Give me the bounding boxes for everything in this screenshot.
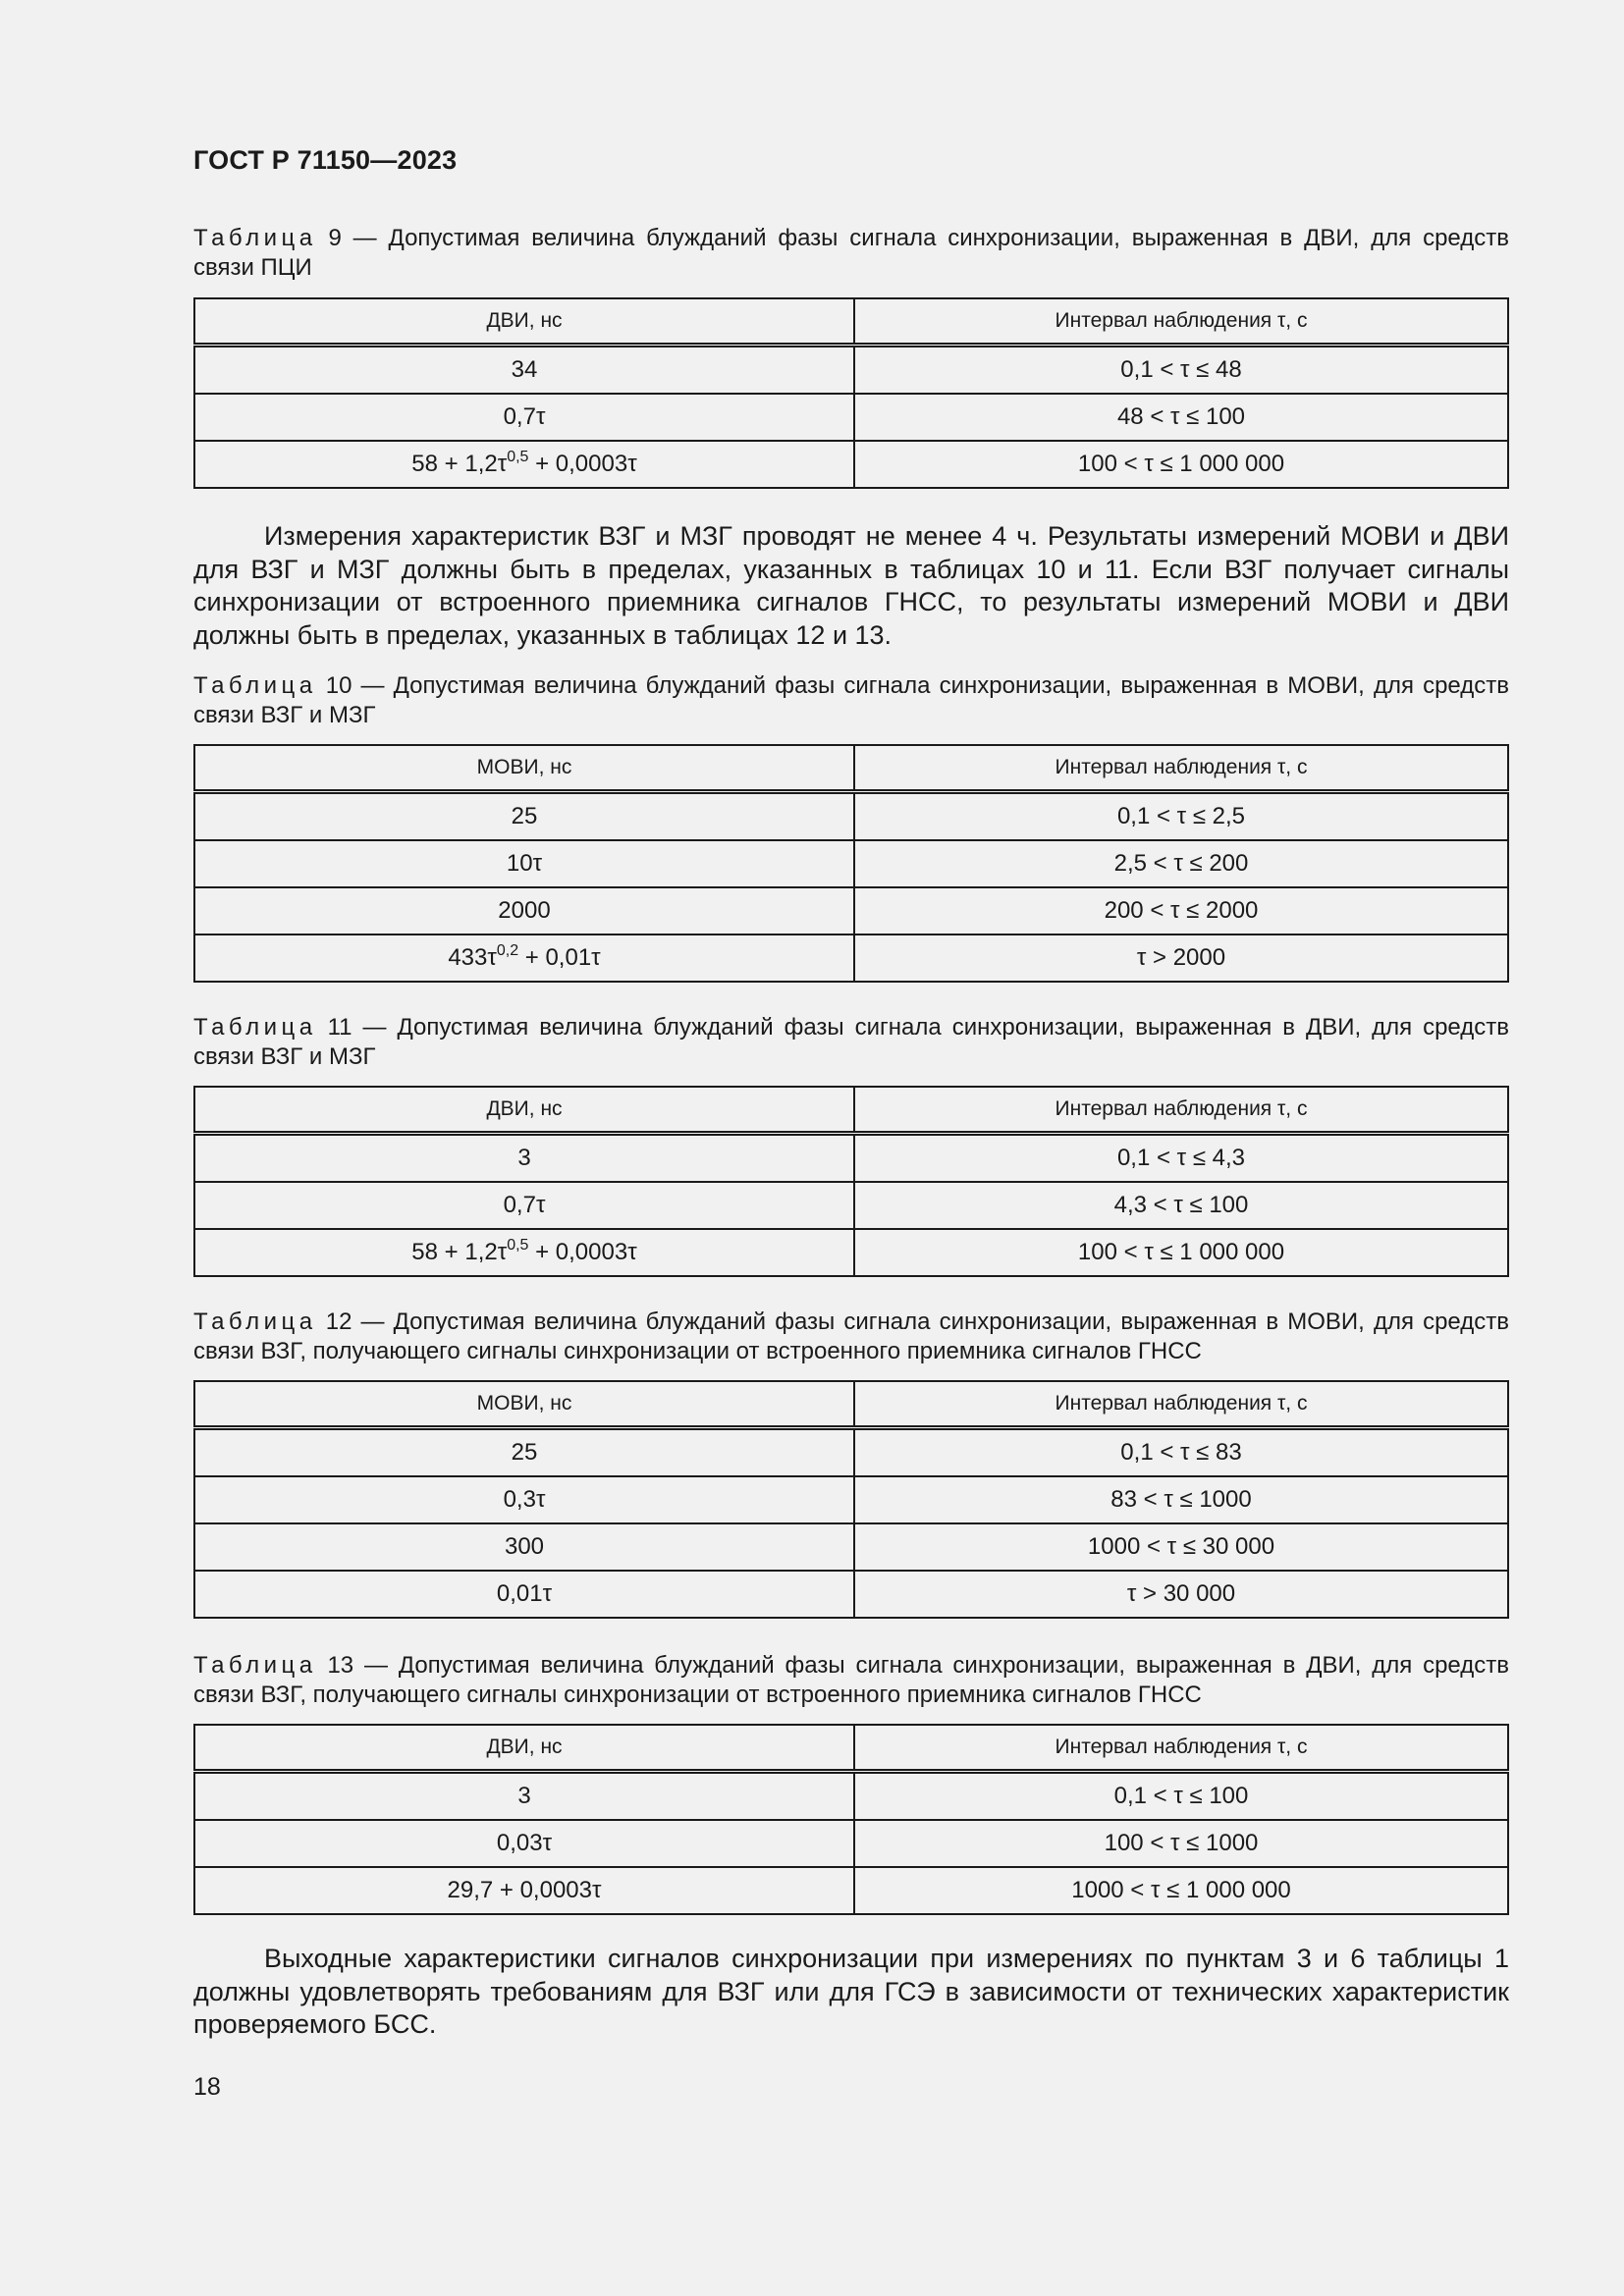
formula-base: 433τ [448,944,497,971]
formula-exponent: 0,5 [507,1237,529,1254]
table-cell [194,934,854,982]
caption-lead: Таблица [193,1652,317,1679]
table-cell: τ > 2000 [854,934,1508,982]
table-header-row [194,745,1508,792]
table-cell: 0,01τ [194,1571,854,1618]
formula-tail: + 0,01τ [518,944,601,971]
table-row [194,792,1508,841]
table-cell: 0,3τ [194,1476,854,1523]
table-cell: 0,1 < τ ≤ 48 [854,346,1508,395]
table-row [194,840,1508,887]
column-header: ДВИ, нс [194,1725,854,1772]
column-header: МОВИ, нс [194,1381,854,1428]
table-9 [193,297,1509,489]
table-cell: 25 [194,1428,854,1477]
table-cell: 2,5 < τ ≤ 200 [854,840,1508,887]
column-header: Интервал наблюдения τ, с [854,1087,1508,1134]
table-cell: τ > 30 000 [854,1571,1508,1618]
column-header: ДВИ, нс [194,298,854,346]
table-row [194,1820,1508,1867]
table-cell [194,1229,854,1276]
table-row [194,1867,1508,1914]
table-row [194,934,1508,982]
column-header: ДВИ, нс [194,1087,854,1134]
table-row [194,1134,1508,1183]
table-cell: 3 [194,1772,854,1821]
table-cell: 48 < τ ≤ 100 [854,394,1508,441]
table-cell: 0,7τ [194,394,854,441]
table-11-caption [193,1013,1509,1072]
table-row [194,1772,1508,1821]
formula-base: 58 + 1,2τ [411,1239,508,1265]
table-cell: 4,3 < τ ≤ 100 [854,1182,1508,1229]
table-10 [193,744,1509,983]
column-header: Интервал наблюдения τ, с [854,1725,1508,1772]
table-row [194,887,1508,934]
table-cell: 1000 < τ ≤ 1 000 000 [854,1867,1508,1914]
body-paragraph-1: Измерения характеристик ВЗГ и МЗГ проводят не менее 4 ч. Результаты измерений МОВИ и ДВИ для ВЗГ и МЗГ должны быть в пределах, указанных в таблицах 10 и 11. Если ВЗГ получает сигналы синхронизации от встроенного приемника сигналов ГНСС, то результаты измерений МОВИ и ДВИ должны быть в пределах, указанных в таблицах 12 и 13. [193,521,1509,650]
table-row [194,441,1508,488]
formula-exponent: 0,5 [507,449,529,465]
table-12 [193,1380,1509,1619]
table-row [194,1428,1508,1477]
formula-tail: + 0,0003τ [528,451,637,477]
table-row [194,1571,1508,1618]
table-10-caption [193,671,1509,730]
table-12-caption [193,1308,1509,1366]
table-header-row [194,1381,1508,1428]
table-cell: 29,7 + 0,0003τ [194,1867,854,1914]
table-13-caption [193,1651,1509,1710]
caption-lead: Таблица [193,672,317,699]
table-cell: 1000 < τ ≤ 30 000 [854,1523,1508,1571]
table-cell: 100 < τ ≤ 1000 [854,1820,1508,1867]
formula-base: 58 + 1,2τ [411,451,508,477]
caption-text: 11 — Допустимая величина блужданий фазы сигнала синхронизации, выраженная в ДВИ, для средств связи ВЗГ и МЗГ [193,1014,1509,1070]
column-header: МОВИ, нс [194,745,854,792]
table-13 [193,1724,1509,1915]
caption-text: 12 — Допустимая величина блужданий фазы сигнала синхронизации, выраженная в МОВИ, для средств связи ВЗГ, получающего сигналы синхронизации от встроенного приемника сигналов ГНСС [193,1308,1509,1364]
table-header-row [194,1725,1508,1772]
caption-text: 10 — Допустимая величина блужданий фазы сигнала синхронизации, выраженная в МОВИ, для средств связи ВЗГ и МЗГ [193,672,1509,728]
table-cell [194,441,854,488]
table-header-row [194,1087,1508,1134]
table-cell: 0,1 < τ ≤ 2,5 [854,792,1508,841]
caption-text: 13 — Допустимая величина блужданий фазы сигнала синхронизации, выраженная в ДВИ, для средств связи ВЗГ, получающего сигналы синхронизации от встроенного приемника сигналов ГНСС [193,1652,1509,1708]
table-cell: 34 [194,346,854,395]
table-11 [193,1086,1509,1277]
table-cell: 0,1 < τ ≤ 100 [854,1772,1508,1821]
caption-lead: Таблица [193,225,317,251]
table-cell: 200 < τ ≤ 2000 [854,887,1508,934]
table-cell: 25 [194,792,854,841]
caption-lead: Таблица [193,1308,317,1335]
table-header-row [194,298,1508,346]
caption-lead: Таблица [193,1014,317,1041]
table-cell: 300 [194,1523,854,1571]
table-cell: 100 < τ ≤ 1 000 000 [854,1229,1508,1276]
table-cell: 10τ [194,840,854,887]
caption-text: 9 — Допустимая величина блужданий фазы сигнала синхронизации, выраженная в ДВИ, для средств связи ПЦИ [193,225,1509,281]
table-row [194,1476,1508,1523]
table-cell: 100 < τ ≤ 1 000 000 [854,441,1508,488]
table-row [194,1229,1508,1276]
table-row [194,394,1508,441]
formula-tail: + 0,0003τ [528,1239,637,1265]
table-cell: 83 < τ ≤ 1000 [854,1476,1508,1523]
body-paragraph-2: Выходные характеристики сигналов синхронизации при измерениях по пунктам 3 и 6 таблицы 1 должны удовлетворять требованиям для ВЗГ или для ГСЭ в зависимости от технических характеристик проверяемого БСС. [193,1944,1509,2039]
table-row [194,346,1508,395]
table-cell: 3 [194,1134,854,1183]
page-number: 18 [193,2073,221,2101]
document-id: ГОСТ Р 71150—2023 [193,145,458,175]
table-cell: 0,1 < τ ≤ 4,3 [854,1134,1508,1183]
table-cell: 0,7τ [194,1182,854,1229]
table-cell: 0,03τ [194,1820,854,1867]
column-header: Интервал наблюдения τ, с [854,745,1508,792]
column-header: Интервал наблюдения τ, с [854,1381,1508,1428]
table-row [194,1182,1508,1229]
table-cell: 0,1 < τ ≤ 83 [854,1428,1508,1477]
table-row [194,1523,1508,1571]
table-cell: 2000 [194,887,854,934]
formula-exponent: 0,2 [496,942,519,959]
table-9-caption [193,224,1509,283]
column-header: Интервал наблюдения τ, с [854,298,1508,346]
